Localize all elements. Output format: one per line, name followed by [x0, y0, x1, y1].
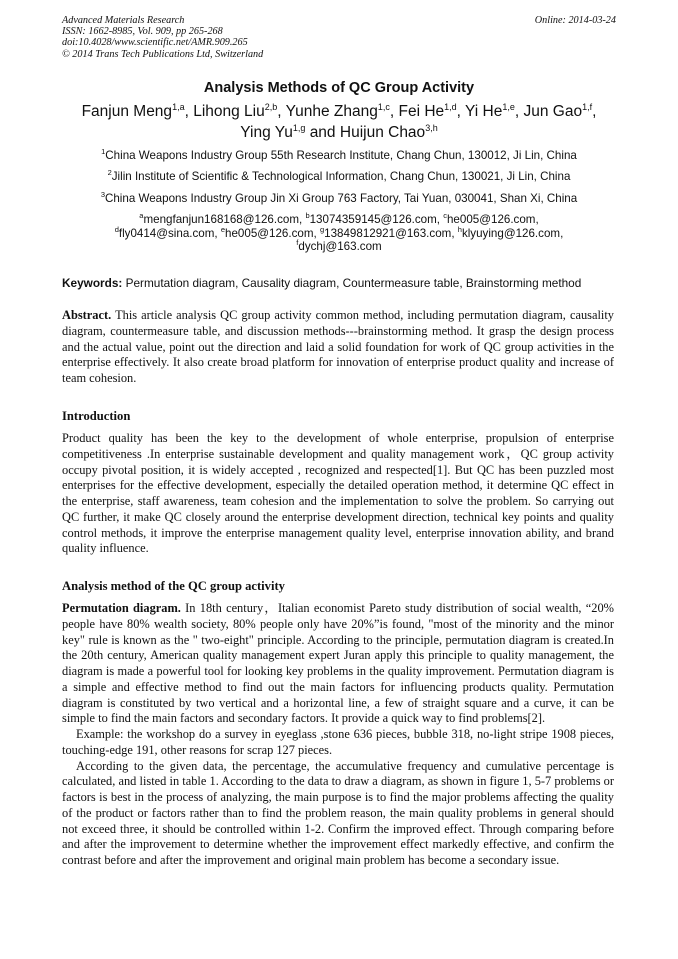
journal-issn: ISSN: 1662-8985, Vol. 909, pp 265-268 [62, 26, 223, 38]
affiliation: $^1$China Weapons Industry Group 55th Research Institute, Chang Chun, 130012, Ji Lin, China [101, 147, 577, 162]
paragraph: Example: the workshop do a survey in eyeglass ,stone 636 pieces, bubble 318, no-light stripe 1908 pieces, touching-edge 191, other reasons for scrap 127 pieces. [62, 727, 614, 757]
email: klyuying@126.com [461, 226, 561, 240]
paragraph: According to the given data, the percentage, the accumulative frequency and cumulative percentage is calculated, and listed in table 1. According to the data to draw a diagram, as shown in figure 1, 5-7 problems or factors is best in the process of analyzing, the main purpose is to find the major problems affecting the quality of the product or factors rather than to find the problem reason, the main quality problems in general should not exceed three, it should be controlled within 1-2. Confirm the improved effect. Through comparing before and after the improvement to determine whether the improvement effect markedly effective, and confirm the contrast before and after the improvement and original main problem has become a secondary issue. [62, 758, 614, 867]
affiliation: $^3$China Weapons Industry Group Jin Xi Group 763 Factory, Tai Yuan, 030041, Shan Xi, China [100, 190, 578, 205]
email: 13849812921@163.com [324, 226, 452, 240]
abstract-label: Abstract. [62, 308, 112, 322]
abstract [62, 308, 614, 387]
author: Huijun Chao$^{3,h}$ [339, 122, 438, 141]
email: he005@126.com [446, 213, 536, 226]
journal-copyright: © 2014 Trans Tech Publications Ltd, Switzerland [62, 48, 264, 60]
author: Ying Yu$^{1,g}$ [240, 122, 306, 141]
author-conjunction: and [309, 124, 336, 141]
paragraph: In 18th century，Italian economist Pareto study distribution of social wealth, “20% people have 80% wealth society, 80% people only have 20%”is found, "most of the minority and the minor key" rule is known as the " two-eight" principle. According to the principle, permutation diagram is created.In the 20th century, American quality management expert Juran apply this principle to quality management, the diagram is made a powerful tool for looking key problems in the quality improvement. Permutation diagram is a simple and effective method to find out the main factors for influencing products quality. Permutation diagram is constituted by two vertical and a horizontal line, a few of straight square and a curve, it can be simple to find the main factors and secondary factors. It provide a quick way to find problems[2]. [62, 601, 614, 726]
email: 13074359145@126.com [309, 213, 437, 226]
introduction-body [62, 431, 614, 557]
journal-name: Advanced Materials Research [62, 15, 185, 26]
journal-header [62, 15, 616, 60]
author-list: Fanjun Meng$^{1,a}$, Lihong Liu$^{2,b}$, Yunhe Zhang$^{1,c}$, Fei He$^{1,d}$, Yi He$^{1,e}$, Jun Gao$^{1,f}$, Ying Yu$^{1,g}$ and Huijun Chao$^{3,h}$ [81, 101, 597, 141]
section-heading-analysis: Analysis method of the QC group activity [62, 579, 285, 593]
author: Yunhe Zhang$^{1,c}$ [285, 101, 390, 120]
email: mengfanjun168168@126.com [143, 213, 299, 226]
subheading-permutation: Permutation diagram. [62, 601, 181, 615]
author: Lihong Liu$^{2,b}$ [193, 101, 278, 120]
author-emails: $^a$mengfanjun168168@126.com, $^b$13074359145@126.com, $^c$he005@126.com, $^d$fly0414@sina.com, $^e$he005@126.com, $^g$13849812921@163.com, $^h$klyuying@126.com, $^f$dychj@163.com [114, 211, 564, 253]
author: Jun Gao$^{1,f}$ [523, 101, 593, 120]
section-heading-introduction: Introduction [62, 409, 131, 423]
keywords-label: Keywords: [62, 276, 123, 290]
paragraph: Product quality has been the key to the development of whole enterprise, propulsion of enterprise competitiveness .In enterprise sustainable development and quality management work，QC group activity occupy pivotal position, it is widely accepted , recognized and respected[1]. But QC has been puzzled most enterprises for the effective development, especially the detailed operation method, it determine QC effect in the enterprise, staff awareness, team cohesion and the implementation to solve the problem. So carrying out QC further, it make QC closely around the enterprise development direction, technical key points and quality control methods, it improve the enterprise management quality level, enterprise innovation ability, and brand quality influence. [62, 431, 614, 556]
abstract-text: This article analysis QC group activity common method, including permutation diagram, causality diagram, countermeasure table, and discussion methods---brainstorming method. It grasp the design process and the actual value, point out the direction and laid a solid foundation for work of QC group activities in the enterprise effectively. It also create broad platform for innovation of enterprise product quality and increase of team cohesion. [62, 308, 614, 385]
affiliation: $^2$Jilin Institute of Scientific & Technological Information, Chang Chun, 130021, Ji Lin, China [107, 168, 571, 183]
email: he005@126.com [225, 226, 314, 240]
author: Yi He$^{1,e}$ [465, 101, 515, 120]
email: dychj@163.com [298, 240, 382, 253]
analysis-body [62, 601, 614, 869]
online-date: Online: 2014-03-24 [534, 15, 616, 26]
email: fly0414@sina.com [118, 226, 215, 240]
paper-title: Analysis Methods of QC Group Activity [203, 80, 475, 96]
keywords [62, 276, 622, 290]
author: Fanjun Meng$^{1,a}$ [81, 101, 185, 120]
journal-doi: doi:10.4028/www.scientific.net/AMR.909.265 [62, 37, 248, 49]
keywords-text: Permutation diagram, Causality diagram, Countermeasure table, Brainstorming method [125, 276, 582, 290]
author: Fei He$^{1,d}$ [398, 101, 457, 120]
